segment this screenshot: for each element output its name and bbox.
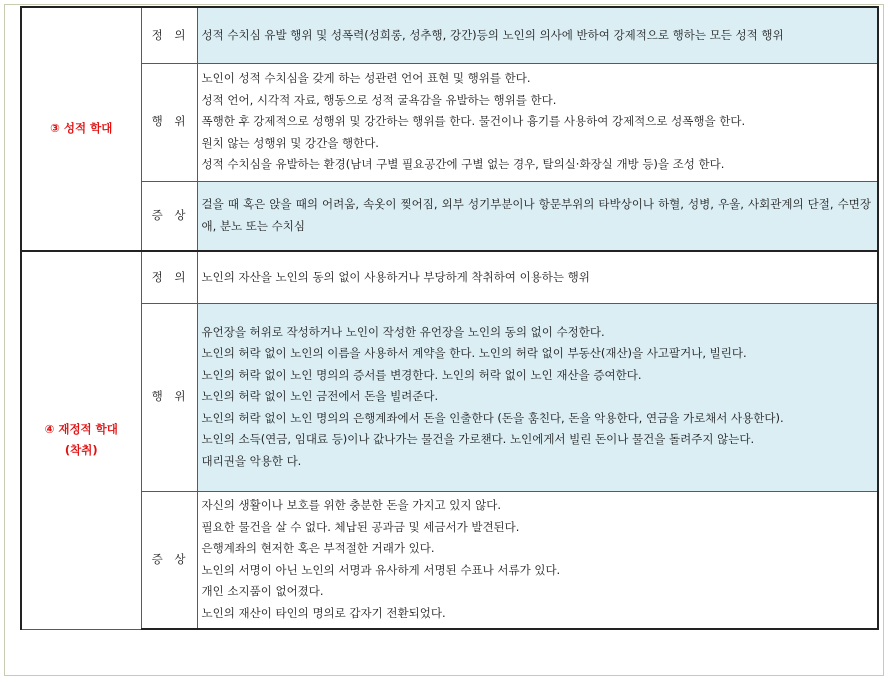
content-line: 노인의 소득(연금, 임대료 등)이나 값나가는 물건을 가로챈다. 노인에게서 빌린 돈이나 물건을 돌려주지 않는다. (201, 432, 755, 447)
content-line: 필요한 물건을 살 수 없다. 체납된 공과금 및 세금서가 발견된다. (201, 519, 520, 534)
row-label: 정 의 (141, 251, 197, 303)
content-line: 성적 수치심 유발 행위 및 성폭력(성희롱, 성추행, 강간)등의 노인의 의사에 반하여 강제적으로 행하는 모든 성적 행위 (201, 27, 784, 42)
content-line: 자신의 생활이나 보호를 위한 충분한 돈을 가지고 있지 않다. (201, 498, 502, 513)
content-line: 폭행한 후 강제적으로 성행위 및 강간하는 행위를 한다. 물건이나 흉기를 사용하여 강제적으로 성폭행을 한다. (201, 114, 746, 129)
content-line: 성적 언어, 시각적 자료, 행동으로 성적 굴욕감을 유발하는 행위를 한다. (201, 92, 557, 107)
content-line: 노인의 서명이 아닌 노인의 서명과 유사하게 서명된 수표나 서류가 있다. (201, 562, 561, 577)
content-line: 노인의 허락 없이 노인 명의의 은행계좌에서 돈을 인출한다 (돈을 훔친다, 돈을 악용한다, 연금을 가로채서 사용한다). (201, 410, 784, 425)
row-label: 증 상 (141, 491, 197, 629)
category-label: ④ 재정적 학대 (44, 421, 118, 436)
content-line: 노인의 재산이 타인의 명의로 갑자기 전환되었다. (201, 605, 446, 620)
category-sub-label: (착취) (64, 443, 98, 458)
content-line: 개인 소지품이 없어졌다. (201, 584, 324, 599)
content-line: 노인의 허락 없이 노인 금전에서 돈을 빌려준다. (201, 389, 439, 404)
content-cell (197, 303, 878, 491)
content-line: 성적 수치심을 유발하는 환경(남녀 구별 필요공간에 구별 없는 경우, 탈의실·화장실 개방 등)을 조성 한다. (201, 157, 725, 172)
table-row (21, 491, 878, 629)
content-line: 대리권을 악용한 다. (201, 453, 302, 468)
row-label: 정 의 (141, 7, 197, 63)
content-line: 노인의 허락 없이 노인의 이름을 사용하서 계약을 한다. 노인의 허락 없이 부동산(재산)을 사고팔거나, 빌린다. (201, 346, 747, 361)
abuse-type-table (20, 6, 879, 630)
category-cell (21, 7, 141, 251)
table-row (21, 251, 878, 303)
content-line: 유언장을 허위로 작성하거나 노인이 작성한 유언장을 노인의 동의 없이 수정한다. (201, 324, 605, 339)
category-cell (21, 251, 141, 629)
content-cell (197, 63, 878, 181)
row-label: 행 위 (141, 303, 197, 491)
table-row (21, 303, 878, 491)
content-cell (197, 491, 878, 629)
table-row (21, 7, 878, 63)
content-line: 원치 않는 성행위 및 강간을 행한다. (201, 135, 379, 150)
content-line: 노인이 성적 수치심을 갖게 하는 성관련 언어 표현 및 행위를 한다. (201, 71, 531, 86)
content-line: 걸을 때 혹은 앉을 때의 어려움, 속옷이 찢어짐, 외부 성기부분이나 항문부위의 타박상이나 하혈, 성병, 우울, 사회관계의 단절, 수면장애, 분노 또는 수치심 (201, 197, 871, 233)
row-label: 증 상 (141, 181, 197, 251)
category-label: ③ 성적 학대 (50, 121, 113, 136)
content-cell (197, 181, 878, 251)
content-cell (197, 251, 878, 303)
content-line: 노인의 자산을 노인의 동의 없이 사용하거나 부당하게 착취하여 이용하는 행위 (201, 269, 590, 284)
table-row (21, 181, 878, 251)
content-line: 은행계좌의 현저한 혹은 부적절한 거래가 있다. (201, 541, 435, 556)
content-line: 노인의 허락 없이 노인 명의의 증서를 변경한다. 노인의 허락 없이 노인 재산을 증여한다. (201, 367, 642, 382)
row-label: 행 위 (141, 63, 197, 181)
table-row (21, 63, 878, 181)
content-cell (197, 7, 878, 63)
